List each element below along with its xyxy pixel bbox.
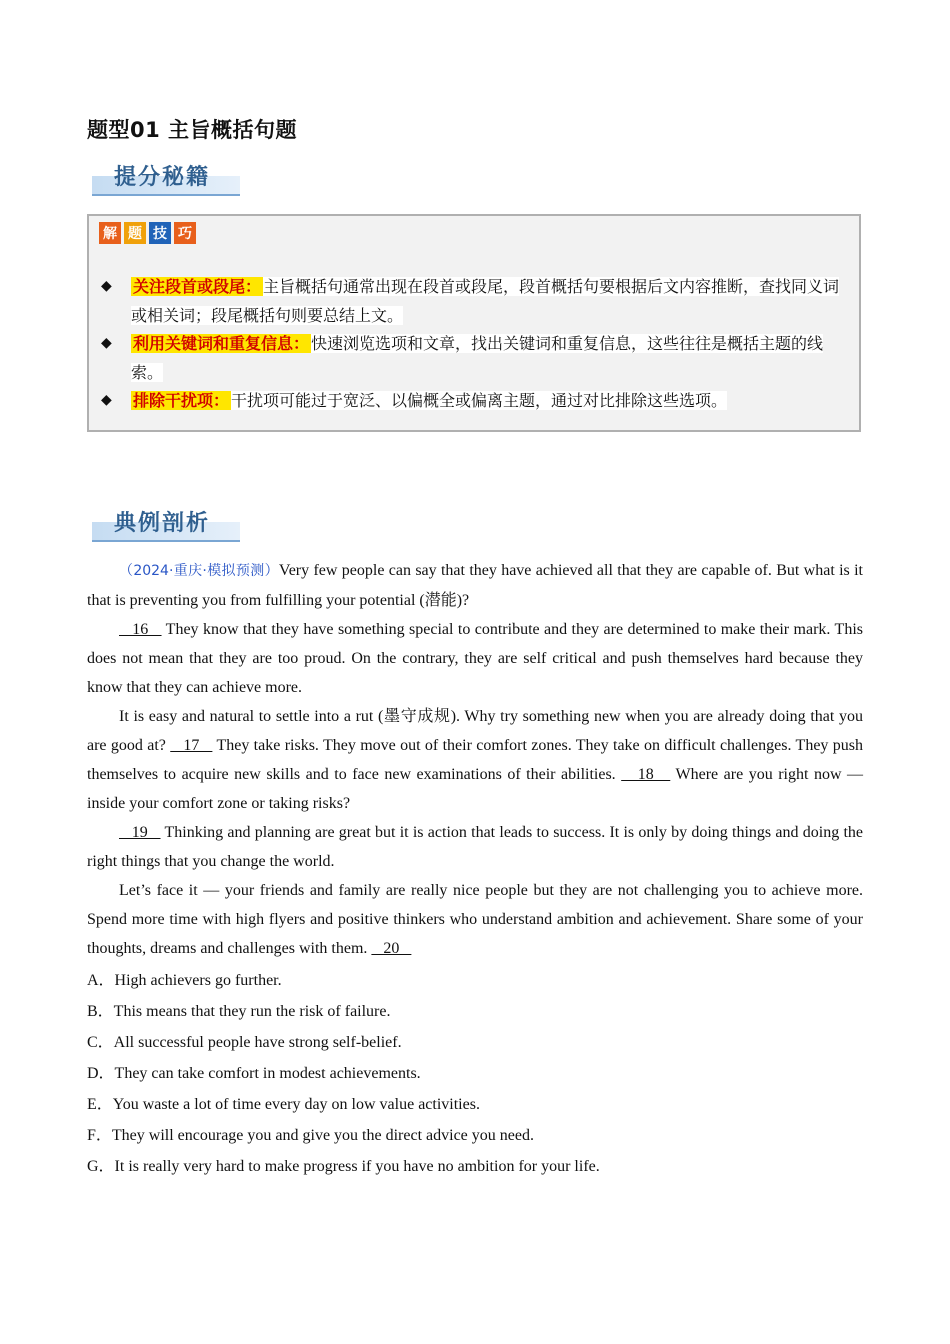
tips-box [87, 214, 861, 432]
tag-qiao: 巧 [174, 222, 196, 244]
option-g[interactable]: G．It is really very hard to make progress if you have no ambition for your life. [87, 1158, 600, 1175]
paragraph-text: Very few people can say that they have achieved all that they are capable of. But what is it that is preventing you from fulfilling your potential (潜能)? [87, 562, 864, 609]
blank-20[interactable]: 20 [371, 940, 412, 957]
option-f[interactable]: F．They will encourage you and give you the direct advice you need. [87, 1127, 534, 1144]
tip-item-3 [101, 386, 851, 415]
diamond-bullet-icon: ◆ [101, 335, 112, 351]
blank-18[interactable]: 18 [621, 766, 671, 783]
diamond-bullet-icon: ◆ [101, 278, 112, 294]
paragraph-text: It is easy and natural to settle into a rut (墨守成规). Why try something new when you are already doing that you are good at? [87, 708, 863, 754]
paragraph-text: They know that they have something special to contribute and they are determined to make their mark. This does not mean that they are too proud. On the contrary, they are self critical and push themselves hard because they know that they can achieve more. [87, 621, 863, 696]
passage [87, 556, 863, 963]
tag-ti: 题 [124, 222, 146, 244]
option-b[interactable]: B．This means that they run the risk of failure. [87, 1003, 391, 1020]
passage-paragraph-4 [87, 818, 863, 876]
tip-2-head: 利用关键词和重复信息： [133, 334, 310, 353]
paragraph-text: Let’s face it — your friends and family are really nice people but they are not challenging you to achieve more. Spend more time with high flyers and positive thinkers who understand ambition and achievement. Share some of your thoughts, dreams and challenges with them. [87, 882, 863, 957]
tip-3-head: 排除干扰项： [133, 391, 230, 410]
paragraph-text: They take risks. They move out of their comfort zones. They take on difficult challenges. They push themselves to acquire new skills and to face new examinations of their abilities. [87, 737, 864, 783]
passage-paragraph-2 [87, 615, 863, 702]
paragraph-text: Where are you right now — inside your comfort zone or taking risks? [87, 766, 864, 812]
passage-paragraph-3 [87, 702, 863, 818]
blank-16[interactable]: 16 [119, 621, 162, 638]
blank-17[interactable]: 17 [170, 737, 213, 754]
example-banner [92, 502, 240, 542]
example-banner-label: 典例剖析 [114, 511, 211, 536]
tag-ji: 技 [149, 222, 171, 244]
options-list [87, 965, 600, 1182]
passage-paragraph-5 [87, 876, 863, 963]
option-e[interactable]: E．You waste a lot of time every day on low value activities. [87, 1096, 480, 1113]
tip-item-2 [101, 329, 851, 387]
option-d[interactable]: D．They can take comfort in modest achievements. [87, 1065, 421, 1082]
option-a[interactable]: A．High achievers go further. [87, 972, 282, 989]
tag-jie: 解 [99, 222, 121, 244]
tip-1-head: 关注段首或段尾： [133, 277, 262, 296]
blank-19[interactable]: 19 [119, 824, 161, 841]
tips-tags [99, 222, 196, 244]
tip-1-text: 主旨概括句通常出现在段首或段尾，段首概括句要根据后文内容推断，查找同义词或相关词；段尾概括句则要总结上文。 [131, 277, 840, 325]
tips-banner-label: 提分秘籍 [114, 165, 211, 190]
tip-item-1 [101, 272, 851, 330]
option-c[interactable]: C．All successful people have strong self-belief. [87, 1034, 402, 1051]
page-title: 题型01 主旨概括句题 [87, 118, 298, 142]
diamond-bullet-icon: ◆ [101, 392, 112, 408]
tip-2-text: 快速浏览选项和文章，找出关键词和重复信息，这些往往是概括主题的线索。 [131, 334, 824, 382]
source-label: （2024·重庆·模拟预测） [119, 563, 279, 579]
passage-paragraph-1 [87, 556, 863, 615]
tip-3-text: 干扰项可能过于宽泛、以偏概全或偏离主题，通过对比排除这些选项。 [231, 391, 728, 410]
paragraph-text: Thinking and planning are great but it is action that leads to success. It is only by doing things and doing the right things that you change the world. [87, 824, 864, 870]
tips-banner [92, 156, 240, 196]
